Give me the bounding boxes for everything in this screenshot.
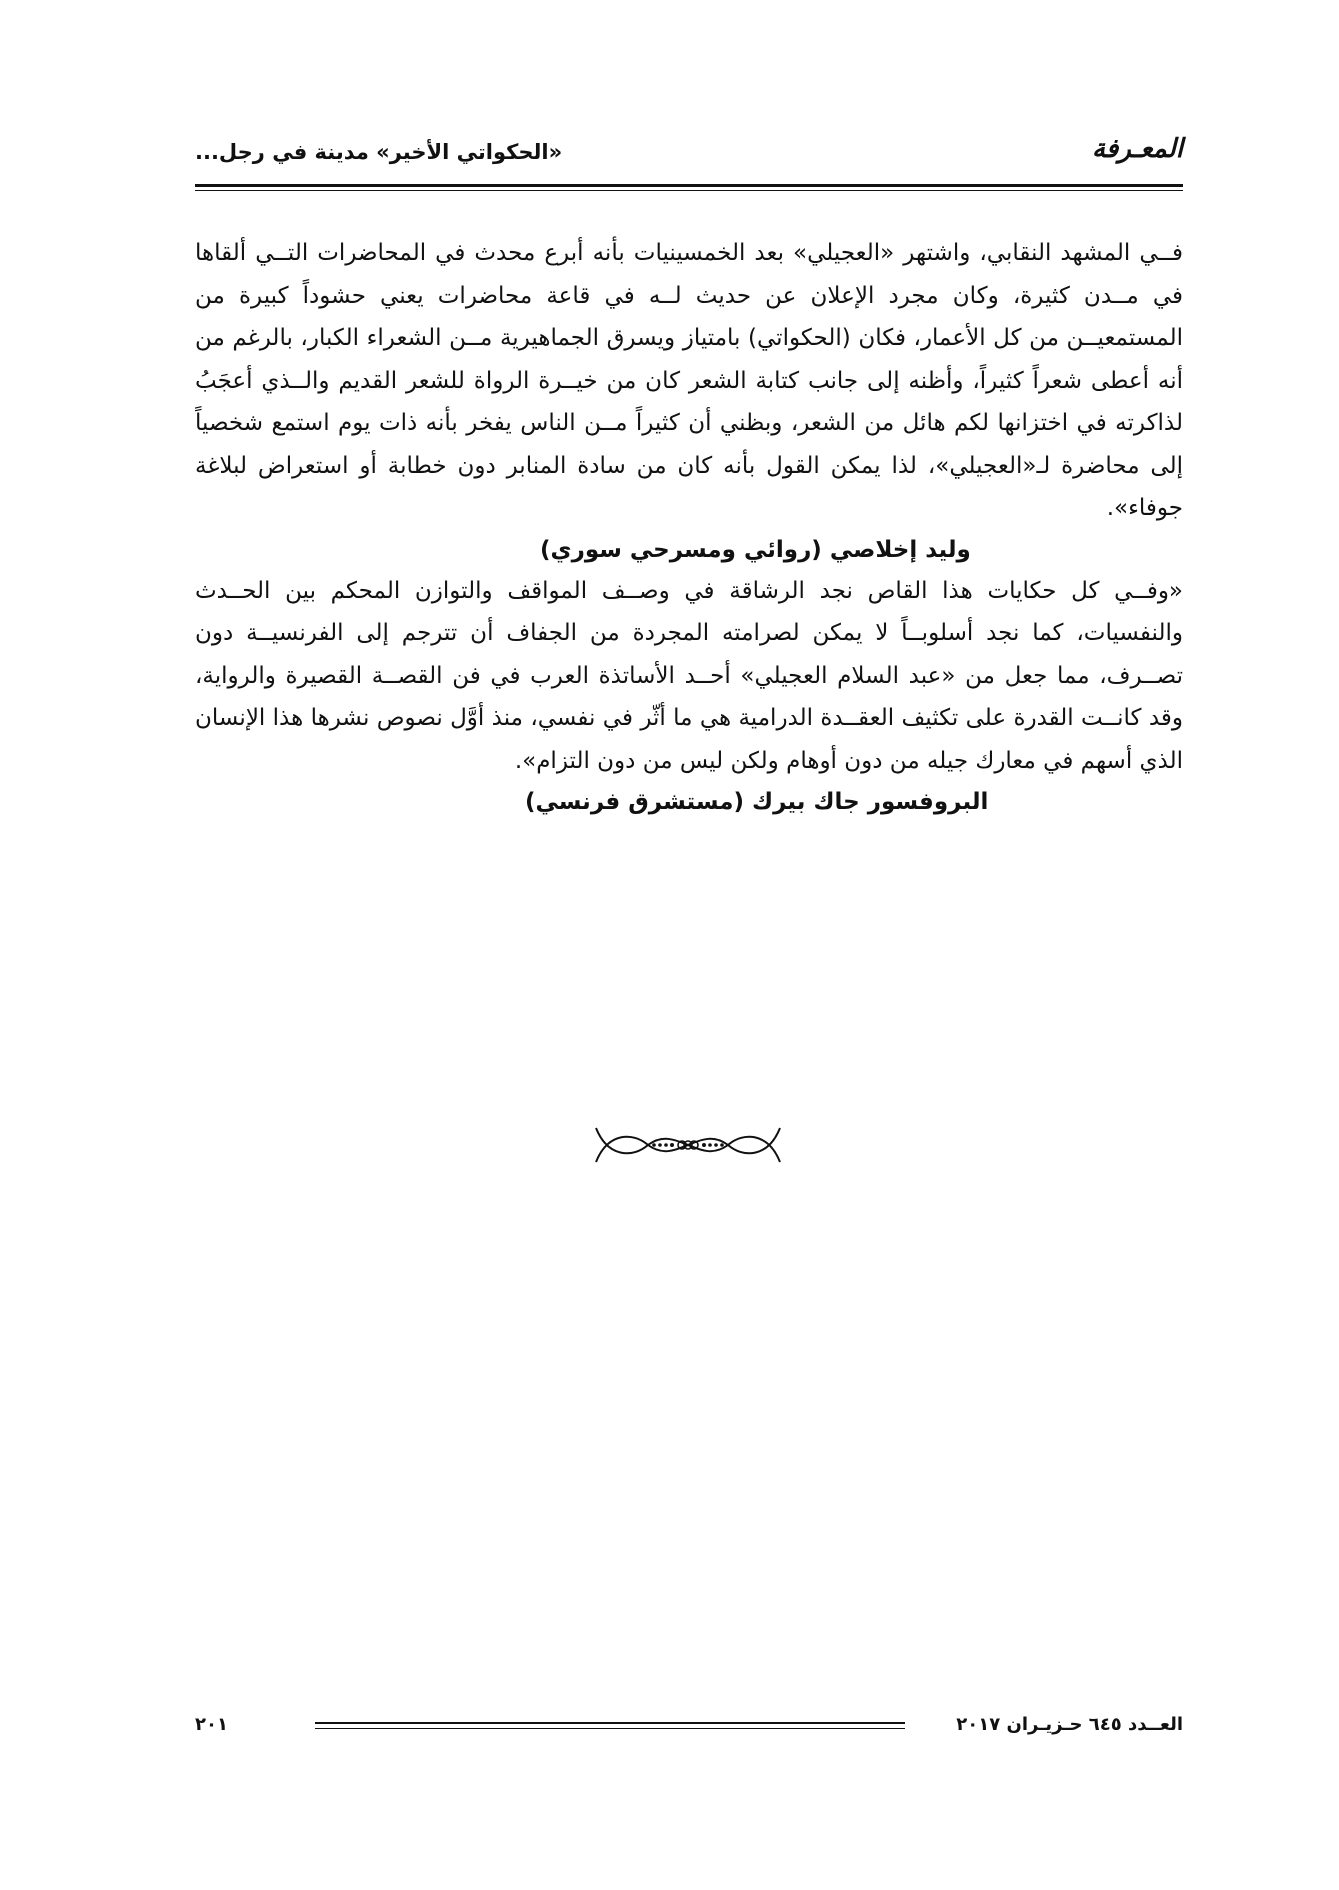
ornament-divider-icon [588,1118,788,1172]
paragraph-quote-1: فــي المشهد النقابي، واشتهر «العجيلي» بعد الخمسينيات بأنه أبرع محدث في المحاضرات التــي ألقاها في مــدن كثيرة، وكان مجرد الإعلان عن حديث لــه في قاعة محاضرات يعني حشوداً كبيرة من المستمعيــن من كل الأعمار، فكان (الحكواتي) بامتياز ويسرق الجماهيرية مــن الشعراء الكبار، بالرغم من أنه أعطى شعراً كثيراً، وأظنه إلى جانب كتابة الشعر كان من خيــرة الرواة للشعر القديم والــذي أعجَبُ لذاكرته في اختزانها لكم هائل من الشعر، وبظني أن كثيراً مــن الناس يفخر بأنه ذات يوم استمع شخصياً إلى محاضرة لـ«العجيلي»، لذا يمكن القول بأنه كان من سادة المنابر دون خطابة أو استعراض لبلاغة جوفاء». [195,240,1183,521]
article-body [195,232,1183,822]
journal-logo: المعـرفة [1091,134,1183,164]
footer-rule [315,1722,905,1724]
footer-rule-thin [315,1728,905,1729]
issue-info: العــدد ٦٤٥ حـزيـران ٢٠١٧ [956,1714,1183,1735]
paragraph-quote-2: «وفــي كل حكايات هذا القاص نجد الرشاقة في وصــف المواقف والتوازن المحكم بين الحــدث والنفسيات، كما نجد أسلوبــاً لا يمكن لصرامته المجردة من الجفاف أن تترجم إلى الفرنسيــة دون تصــرف، مما جعل من «عبد السلام العجيلي» أحــد الأساتذة العرب في فن القصــة القصيرة والرواية، وقد كانــت القدرة على تكثيف العقــدة الدرامية هي ما أثّر في نفسي، منذ أوَّل نصوص نشرها هذا الإنسان الذي أسهم في معارك جيله من دون أوهام ولكن ليس من دون التزام». [195,577,1183,774]
page-number: ٢٠١ [195,1714,228,1735]
running-title: «الحكواتي الأخير» مدينة في رجل... [195,140,563,164]
page-footer [195,1714,1183,1744]
author-attribution-2: البروفسور جاك بيرك (مستشرق فرنسي) [525,789,989,815]
header-rule-thin [195,190,1183,191]
page-header [195,128,1183,184]
header-rule [195,184,1183,187]
author-attribution-1: وليد إخلاصي (روائي ومسرحي سوري) [540,536,971,563]
